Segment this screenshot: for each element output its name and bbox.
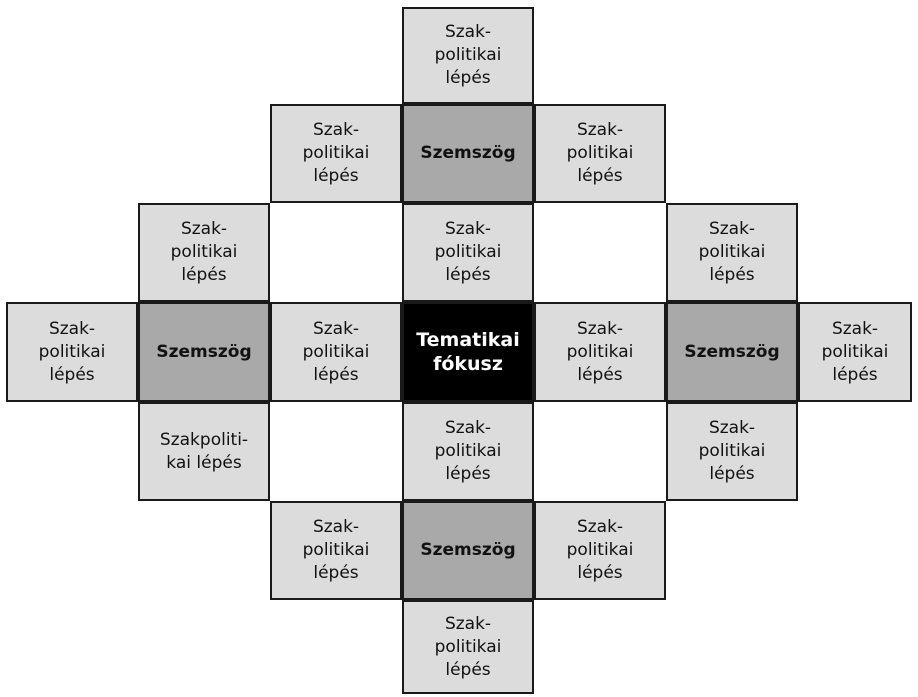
cell-label: Szak- politikai lépés (698, 418, 766, 484)
cell-label: Szemszög (684, 341, 780, 362)
cell-label: Szakpoliti- kai lépés (159, 429, 249, 473)
cell-label: Szak- politikai lépés (434, 613, 502, 680)
policy-step-cell (534, 501, 666, 600)
policy-step-cell-left (6, 302, 138, 402)
perspective-cell-left (138, 302, 270, 402)
policy-step-cell (666, 402, 798, 501)
policy-step-cell (534, 302, 666, 402)
policy-step-cell (402, 203, 534, 302)
thematic-focus-center-cell (402, 302, 534, 402)
cell-label: Szak- politikai lépés (434, 418, 502, 484)
policy-step-cell (270, 302, 402, 402)
cell-label: Szemszög (420, 540, 516, 560)
cell-label: Szemszög (420, 143, 516, 163)
policy-step-cell-bottom (402, 600, 534, 694)
cell-label: Szak- politikai lépés (434, 22, 502, 88)
perspective-cell-top (402, 104, 534, 203)
cell-label: Szak- politikai lépés (821, 318, 889, 385)
policy-step-cell-right (798, 302, 912, 402)
cell-label: Szak- politikai lépés (566, 517, 634, 583)
perspective-cell-bottom (402, 501, 534, 600)
cell-label: Szak- politikai lépés (302, 517, 370, 583)
perspective-cell-right (666, 302, 798, 402)
policy-step-cell (534, 104, 666, 203)
cell-label: Szak- politikai lépés (566, 318, 634, 385)
cell-label: Szak- politikai lépés (302, 318, 370, 385)
cell-label: Szak- politikai lépés (302, 120, 370, 186)
policy-step-cell (402, 402, 534, 501)
cell-label: Szak- politikai lépés (170, 219, 238, 285)
cell-label: Szak- politikai lépés (434, 219, 502, 285)
policy-step-cell-top (402, 7, 534, 104)
policy-step-cell (138, 402, 270, 501)
cell-label: Szak- politikai lépés (38, 318, 106, 385)
policy-step-cell (666, 203, 798, 302)
cell-label: Szemszög (156, 341, 252, 362)
policy-step-cell (270, 104, 402, 203)
policy-step-cell (138, 203, 270, 302)
cell-label: Tematikai fókusz (416, 329, 520, 375)
policy-step-cell (270, 501, 402, 600)
cell-label: Szak- politikai lépés (566, 120, 634, 186)
cell-label: Szak- politikai lépés (698, 219, 766, 285)
